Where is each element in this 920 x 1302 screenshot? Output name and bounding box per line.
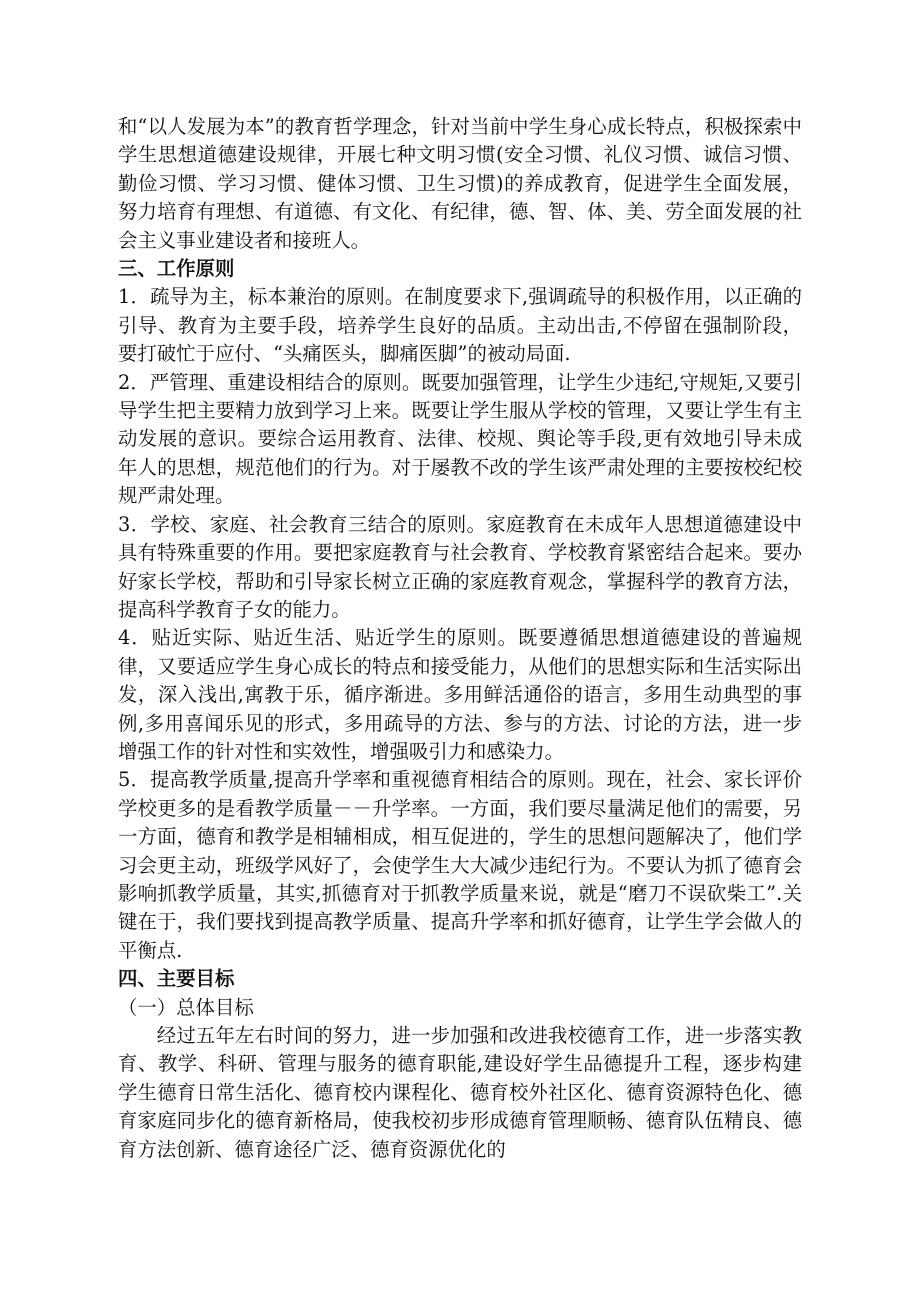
principle-1: 1．疏导为主，标本兼治的原则。在制度要求下,强调疏导的积极作用，以正确的引导、教育为主要手段，培养学生良好的品质。主动出击,不停留在强制阶段，要打破忙于应付、“头痛医头，脚痛医脚”的被动局面. xyxy=(118,285,802,366)
section-heading-main-goals: 四、主要目标 xyxy=(118,967,235,991)
principle-5: 5．提高教学质量,提高升学率和重视德育相结合的原则。现在，社会、家长评价学校更多的是看教学质量－－升学率。一方面，我们要尽量满足他们的需要，另一方面，德育和教学是相辅相成，相互促进的，学生的思想问题解决了，他们学习会更主动，班级学风好了，会使学生大大减少违纪行为。不要认为抓了德育会影响抓教学质量，其实,抓德育对于抓教学质量来说，就是“磨刀不误砍柴工”.关键在于，我们要找到提高教学质量、提高升学率和抓好德育，让学生学会做人的平衡点. xyxy=(118,768,802,962)
principle-3: 3．学校、家庭、社会教育三结合的原则。家庭教育在未成年人思想道德建设中具有特殊重要的作用。要把家庭教育与社会教育、学校教育紧密结合起来。要办好家长学校，帮助和引导家长树立正确的家庭教育观念，掌握科学的教育方法，提高科学教育子女的能力。 xyxy=(118,512,802,621)
principle-4: 4．贴近实际、贴近生活、贴近学生的原则。既要遵循思想道德建设的普遍规律，又要适应学生身心成长的特点和接受能力，从他们的思想实际和生活实际出发，深入浅出,寓教于乐，循序渐进。多用鲜活通俗的语言，多用生动典型的事例,多用喜闻乐见的形式，多用疏导的方法、参与的方法、讨论的方法，进一步增强工作的针对性和实效性，增强吸引力和感染力。 xyxy=(118,626,802,763)
principle-2: 2．严管理、重建设相结合的原则。既要加强管理，让学生少违纪,守规矩,又要引导学生把主要精力放到学习上来。既要让学生服从学校的管理，又要让学生有主动发展的意识。要综合运用教育、法律、校规、舆论等手段,更有效地引导未成年人的思想，规范他们的行为。对于屡教不改的学生该严肃处理的主要按校纪校规严肃处理。 xyxy=(118,370,802,508)
subheading-overall-goal: （一）总体目标 xyxy=(118,995,254,1019)
intro-paragraph: 和“以人发展为本”的教育哲学理念，针对当前中学生身心成长特点，积极探索中学生思想道德建设规律，开展七种文明习惯(安全习惯、礼仪习惯、诚信习惯、勤俭习惯、学习习惯、健体习惯、卫生习惯)的养成教育，促进学生全面发展，努力培育有理想、有道德、有文化、有纪律，德、智、体、美、劳全面发展的社会主义事业建设者和接班人。 xyxy=(118,115,802,252)
section-heading-work-principles: 三、工作原则 xyxy=(118,257,235,281)
overall-goal-paragraph: 经过五年左右时间的努力，进一步加强和改进我校德育工作，进一步落实教育、教学、科研、管理与服务的德育职能,建设好学生品德提升工程，逐步构建学生德育日常生活化、德育校内课程化、德育校外社区化、德育资源特色化、德育家庭同步化的德育新格局，使我校初步形成德育管理顺畅、德育队伍精良、德育方法创新、德育途径广泛、德育资源优化的 xyxy=(118,1024,802,1161)
